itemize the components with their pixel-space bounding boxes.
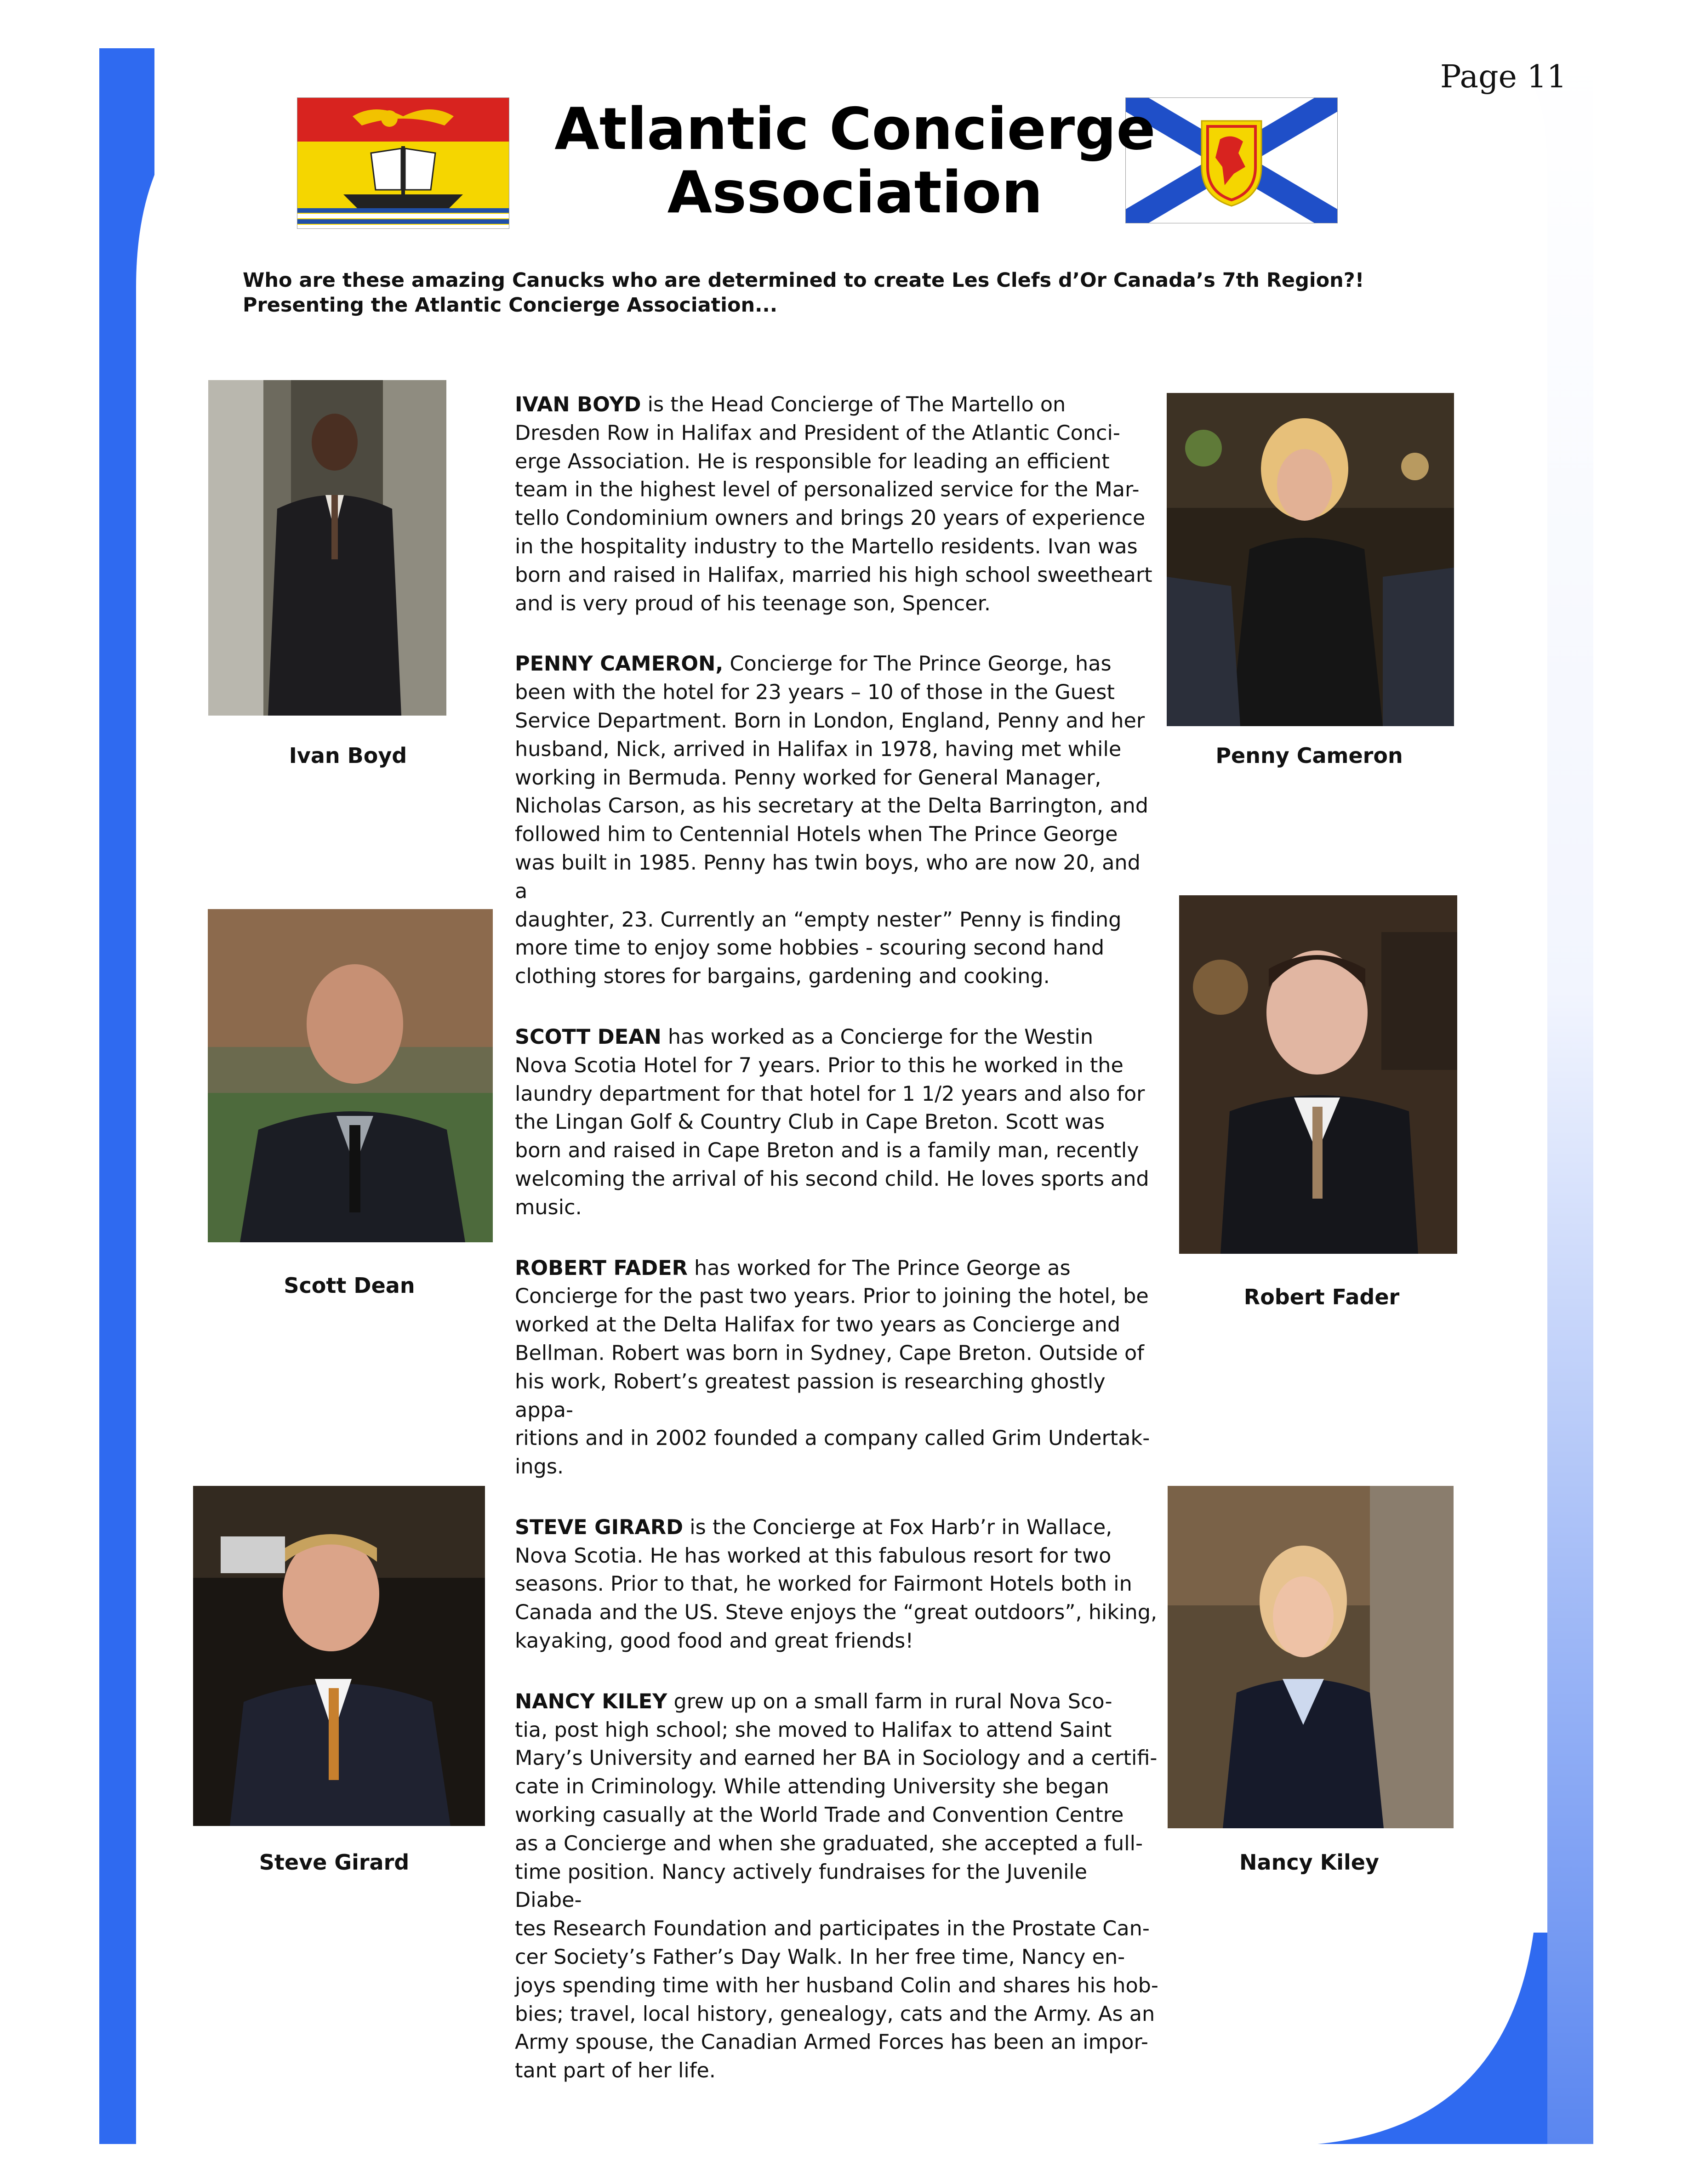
photo-scott-dean xyxy=(208,909,493,1242)
intro-line-1: Who are these amazing Canucks who are determined to create Les Clefs d’Or Canada’s 7th Region?! xyxy=(243,269,1364,292)
caption-ivan-boyd: Ivan Boyd xyxy=(289,743,407,768)
bio-robert-fader: ROBERT FADER has worked for The Prince George as Concierge for the past two years. Prior to joining the hotel, be worked at the Delta Halifax for two years as Concierge and Bellman. Robert was born in Sydney, Cape Breton. Outside of his work, Robert’s greatest passion is researching ghostly appa- ritions and in 2002 founded a company called Grim Undertak- ings. xyxy=(515,1256,1150,1479)
caption-penny-cameron: Penny Cameron xyxy=(1215,743,1403,768)
new-brunswick-flag-icon xyxy=(297,97,509,229)
title-line-2: Association xyxy=(667,159,1043,226)
bio-name: NANCY KILEY xyxy=(515,1689,667,1713)
page-number: Page 11 xyxy=(1440,59,1567,95)
photo-steve-girard xyxy=(193,1486,485,1826)
caption-steve-girard: Steve Girard xyxy=(259,1850,410,1875)
caption-robert-fader: Robert Fader xyxy=(1243,1285,1400,1309)
bio-scott-dean: SCOTT DEAN has worked as a Concierge for the Westin Nova Scotia Hotel for 7 years. Prior to this he worked in the laundry department for that hotel for 1 1/2 years and also for the Lingan Golf & Country Club in Cape Breton. Scott was born and raised in Cape Breton and is a family man, recently welcoming the arrival of his second child. He loves sports and music. xyxy=(515,1025,1149,1219)
bio-steve-girard: STEVE GIRARD is the Concierge at Fox Harb’r in Wallace, Nova Scotia. He has worked at this fabulous resort for two seasons. Prior to that, he worked for Fairmont Hotels both in Canada and the US. Steve enjoys the “great outdoors”, hiking, kayaking, good food and great friends! xyxy=(515,1515,1158,1653)
bio-name: IVAN BOYD xyxy=(515,393,641,416)
photo-penny-cameron xyxy=(1167,393,1454,726)
bio-name: PENNY CAMERON, xyxy=(515,652,724,676)
bio-name: STEVE GIRARD xyxy=(515,1515,684,1539)
photo-robert-fader xyxy=(1179,895,1457,1254)
intro-line-2: Presenting the Atlantic Concierge Association... xyxy=(243,294,778,317)
photo-nancy-kiley xyxy=(1168,1486,1454,1828)
page-title xyxy=(529,97,1181,224)
bio-penny-cameron: PENNY CAMERON, Concierge for The Prince George, has been with the hotel for 23 years – 10 of those in the Guest Service Department. Born in London, England, Penny and her husband, Nick, arrived in Halifax in 1978, having met while working in Bermuda. Penny worked for General Manager, Nicholas Carson, as his secretary at the Delta Barrington, and followed him to Centennial Hotels when The Prince George was built in 1985. Penny has twin boys, who are now 20, and a daughter, 23. Currently an “empty nester” Penny is finding more time to enjoy some hobbies - scouring second hand clothing stores for bargains, gardening and cooking. xyxy=(515,652,1148,989)
title-line-1: Atlantic Concierge xyxy=(554,95,1156,163)
caption-scott-dean: Scott Dean xyxy=(284,1273,415,1298)
bios-column xyxy=(515,391,1158,2085)
bio-nancy-kiley: NANCY KILEY grew up on a small farm in rural Nova Sco- tia, post high school; she moved to Halifax to attend Saint Mary’s University and earned her BA in Sociology and a certifi- cate in Criminology. While attending University she began working casually at the World Trade and Convention Centre as a Concierge and when she graduated, she accepted a full- time position. Nancy actively fundraises for the Juvenile Diabe- tes Research Foundation and participates in the Prostate Can- cer Society’s Father’s Day Walk. In her free time, Nancy en- joys spending time with her husband Colin and shares his hob- bies; travel, local history, genealogy, cats and the Army. As an Army spouse, the Canadian Armed Forces has been an impor- tant part of her life. xyxy=(515,1689,1158,2083)
bio-name: SCOTT DEAN xyxy=(515,1025,662,1049)
intro-text xyxy=(243,268,1530,318)
photo-ivan-boyd xyxy=(208,380,446,716)
bio-ivan-boyd: IVAN BOYD is the Head Concierge of The Martello on Dresden Row in Halifax and President of the Atlantic Conci- erge Association. He is responsible for leading an efficient team in the highest level of personalized service for the Mar- tello Condominium owners and brings 20 years of experience in the hospitality industry to the Martello residents. Ivan was born and raised in Halifax, married his high school sweetheart and is very proud of his teenage son, Spencer. xyxy=(515,393,1152,615)
bio-name: ROBERT FADER xyxy=(515,1256,688,1280)
caption-nancy-kiley: Nancy Kiley xyxy=(1239,1850,1379,1875)
